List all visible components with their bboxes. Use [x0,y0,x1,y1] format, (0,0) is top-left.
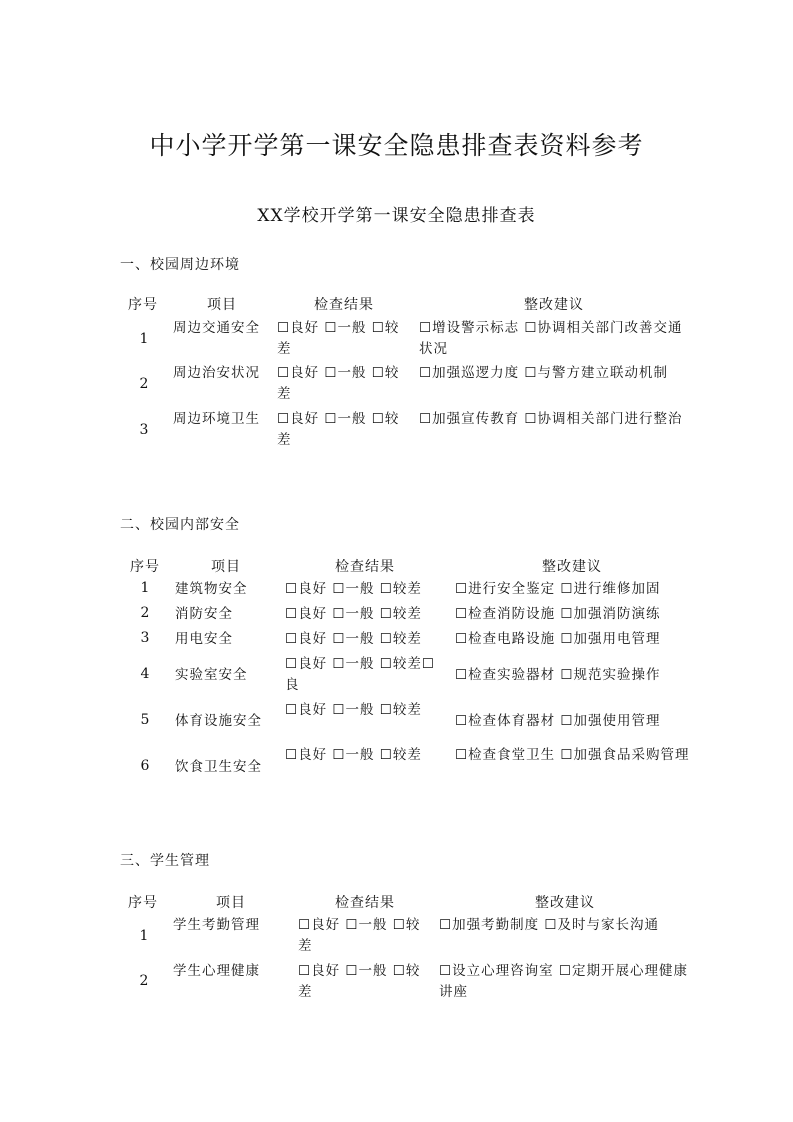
row-item: 实验室安全 [175,667,248,683]
row-suggestion: ☐进行安全鉴定 ☐进行维修加固 [455,581,661,597]
row-number: 1 [139,928,149,944]
row-item: 消防安全 [175,606,233,622]
column-header-number: 序号 [128,297,158,313]
row-number: 1 [140,580,150,596]
row-number: 6 [140,758,150,774]
row-number: 4 [140,666,150,682]
row-result: ☐良好 ☐一般 ☐较差 [298,917,421,954]
row-number: 5 [140,712,150,728]
row-suggestion: ☐增设警示标志 ☐协调相关部门改善交通状况 [419,320,683,357]
row-suggestion: ☐加强宣传教育 ☐协调相关部门进行整治 [419,411,683,427]
row-item: 周边环境卫生 [173,411,260,427]
row-number: 2 [139,376,149,392]
row-result: ☐良好 ☐一般 ☐较差 [277,365,400,402]
row-number: 3 [140,630,150,646]
row-number: 2 [139,973,149,989]
row-suggestion: ☐检查体育器材 ☐加强使用管理 [455,713,661,729]
row-item: 用电安全 [175,631,233,647]
column-header-result: 检查结果 [335,895,395,911]
row-result: ☐良好 ☐一般 ☐较差 [277,411,400,448]
row-item: 学生心理健康 [173,963,260,979]
row-result: ☐良好 ☐一般 ☐较差 [285,606,422,622]
row-item: 周边交通安全 [173,320,260,336]
row-item: 学生考勤管理 [173,917,260,933]
column-header-suggestion: 整改建议 [535,895,595,911]
row-suggestion: ☐加强考勤制度 ☐及时与家长沟通 [439,917,659,933]
column-header-item: 项目 [216,895,246,911]
row-result: ☐良好 ☐一般 ☐较差☐良 [285,656,435,693]
row-suggestion: ☐设立心理咨询室 ☐定期开展心理健康讲座 [439,963,688,1000]
row-suggestion: ☐加强巡逻力度 ☐与警方建立联动机制 [419,365,668,381]
column-header-item: 项目 [207,297,237,313]
row-result: ☐良好 ☐一般 ☐较差 [285,581,422,597]
row-item: 饮食卫生安全 [175,759,262,775]
row-suggestion: ☐检查消防设施 ☐加强消防演练 [455,606,661,622]
column-header-result: 检查结果 [335,559,395,575]
row-result: ☐良好 ☐一般 ☐较差 [285,747,422,763]
column-header-result: 检查结果 [314,297,374,313]
row-item: 建筑物安全 [175,581,248,597]
column-header-suggestion: 整改建议 [524,297,584,313]
column-header-number: 序号 [128,895,158,911]
row-number: 3 [139,422,149,438]
section-heading: 一、校园周边环境 [120,257,240,273]
row-result: ☐良好 ☐一般 ☐较差 [285,702,422,718]
section-heading: 三、学生管理 [120,853,210,869]
row-item: 体育设施安全 [175,713,262,729]
row-suggestion: ☐检查实验器材 ☐规范实验操作 [455,667,661,683]
row-suggestion: ☐检查电路设施 ☐加强用电管理 [455,631,661,647]
row-number: 1 [139,331,149,347]
row-item: 周边治安状况 [173,365,260,381]
row-result: ☐良好 ☐一般 ☐较差 [285,631,422,647]
row-suggestion: ☐检查食堂卫生 ☐加强食品采购管理 [455,747,690,763]
column-header-item: 项目 [211,559,241,575]
table-subtitle: XX学校开学第一课安全隐患排查表 [257,206,536,226]
document-title: 中小学开学第一课安全隐患排查表资料参考 [149,131,644,160]
column-header-suggestion: 整改建议 [542,559,602,575]
column-header-number: 序号 [130,559,160,575]
row-result: ☐良好 ☐一般 ☐较差 [298,963,421,1000]
section-heading: 二、校园内部安全 [120,517,240,533]
row-result: ☐良好 ☐一般 ☐较差 [277,320,400,357]
row-number: 2 [140,605,150,621]
